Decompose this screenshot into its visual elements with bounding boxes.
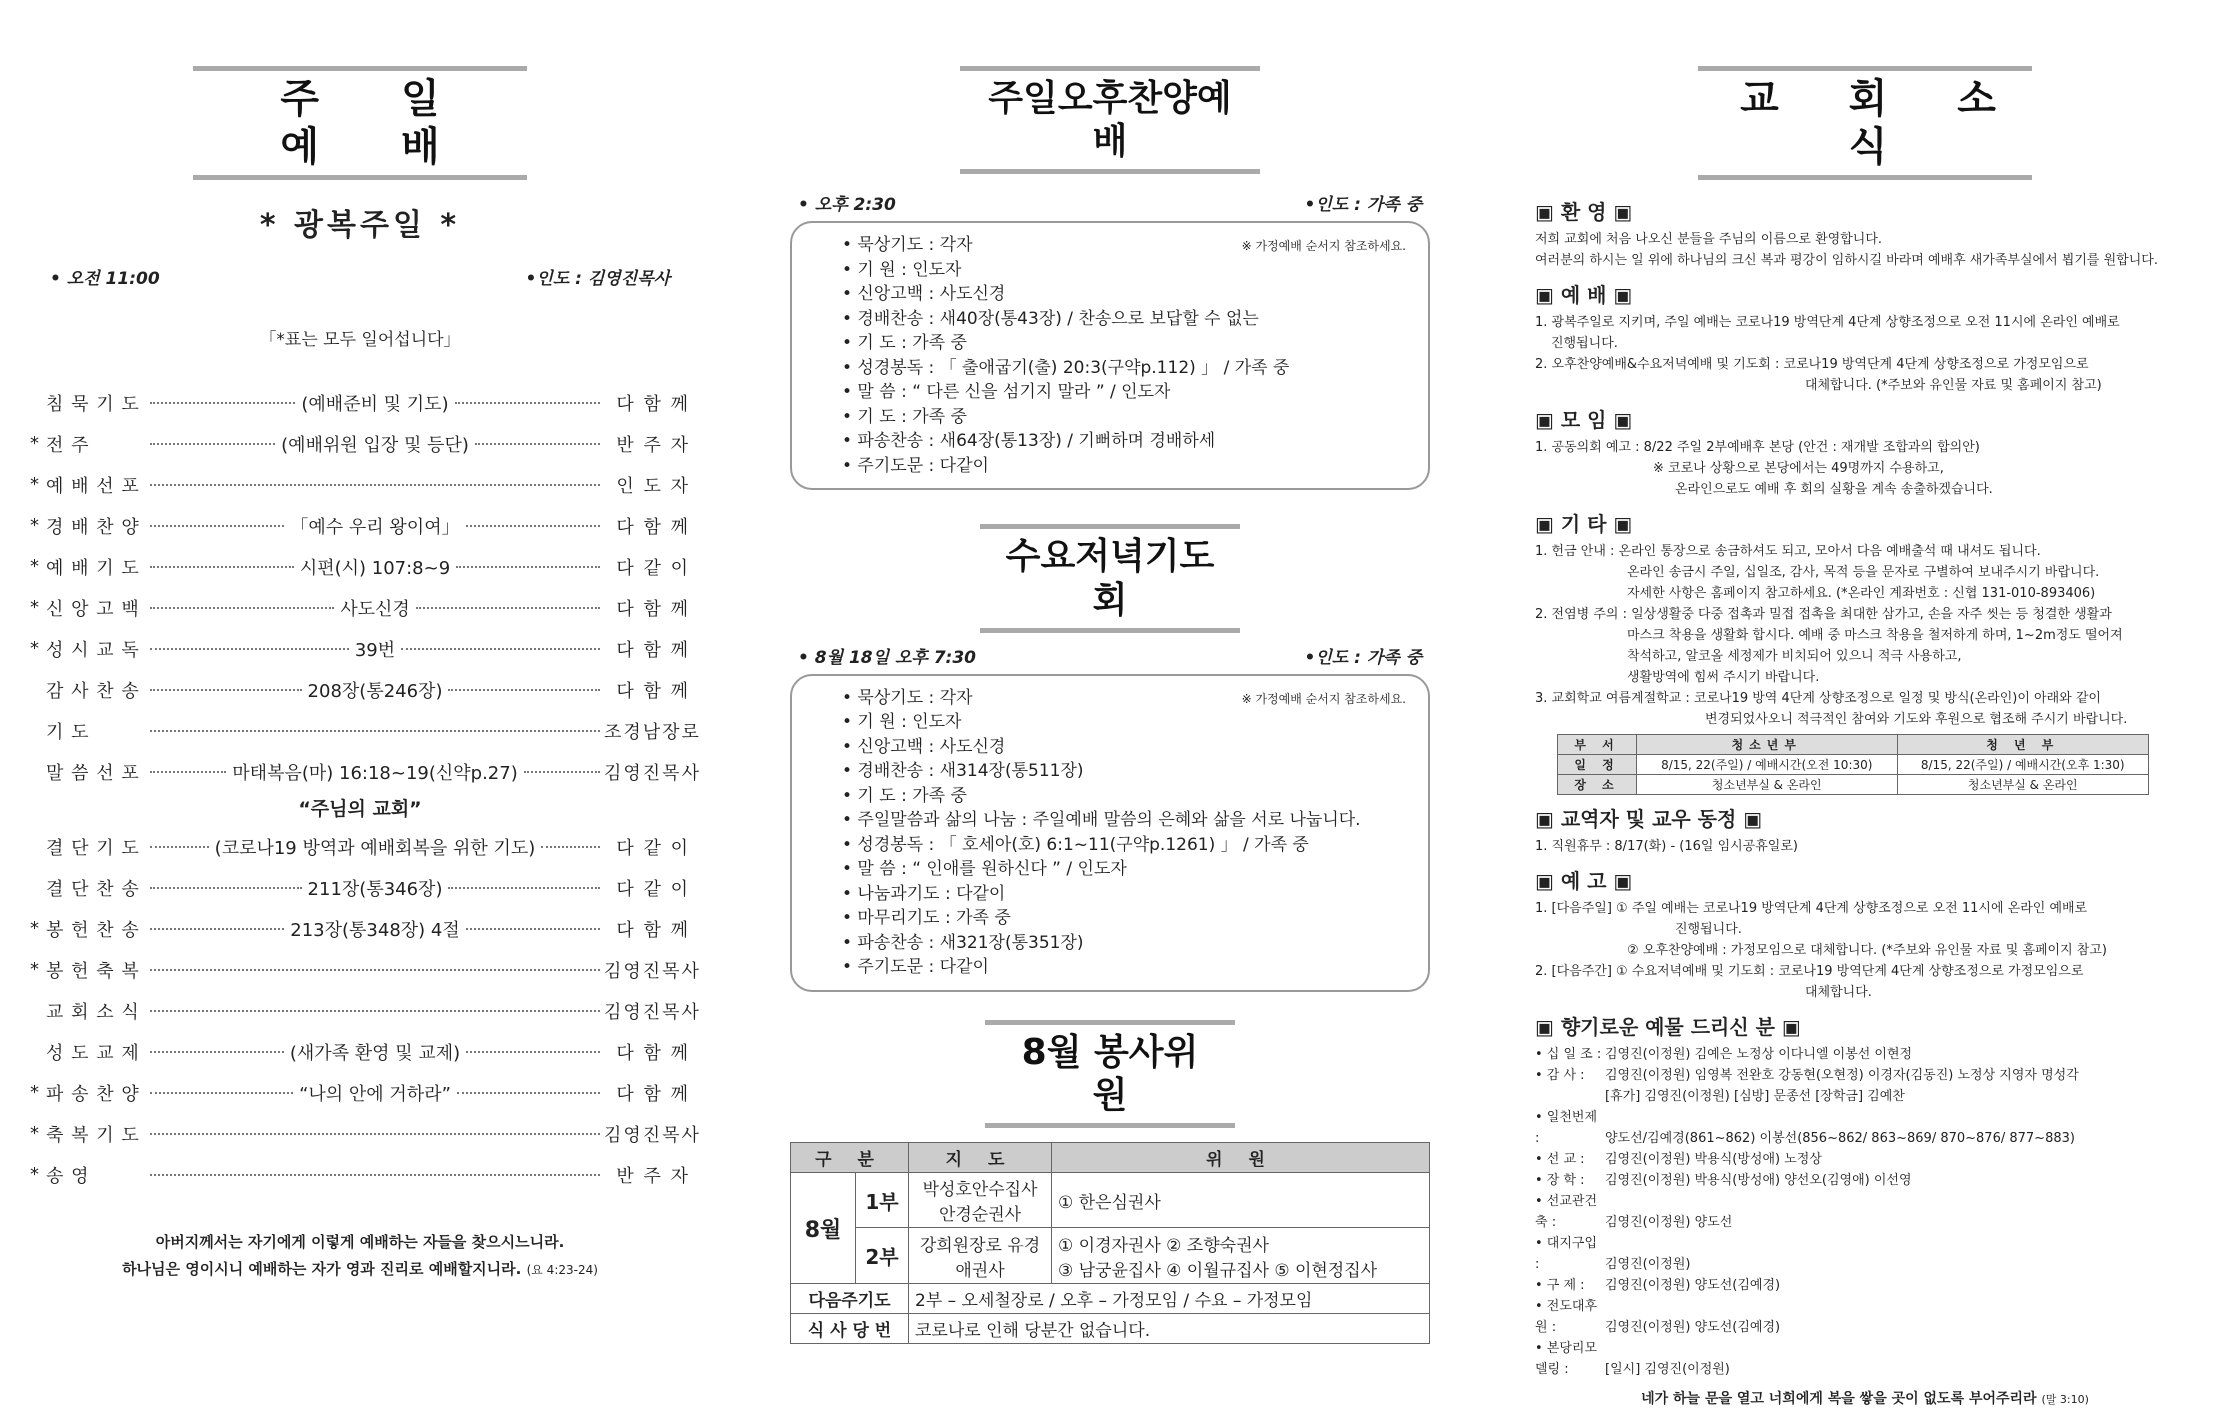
order-name: 기 도 [46,721,90,743]
leader-dots [401,648,600,650]
order-mark: * [30,638,39,659]
table-month: 8월 [791,1173,856,1284]
footer-verse-text: 네가 하늘 문을 열고 너희에게 복을 쌓을 곳이 없도록 부어주리라 [1641,1391,2037,1407]
offering-names: 김영진(이정원) 박용식(방성애) 양선오(김영애) 이선영 [1605,1173,1912,1188]
leader-dots [150,1092,293,1094]
offering-label: • 일천번제 : [1535,1110,1598,1146]
order-row: • 기 도 : 가족 중 [842,333,967,354]
leader-dots [150,928,284,930]
offering-names: 김영진(이정원) 임영복 전완호 강동현(오현정) 이경자(김동진) 노정상 지영자 명성각 [1605,1068,2079,1083]
offering-names: 김영진(이정원) 양도선(김예경) [1605,1320,1781,1335]
church-news-column [1535,0,2195,1407]
order-content: 「예수 우리 왕이여」 [290,516,460,538]
meal-duty-value: 코로나로 인해 당분간 없습니다. [909,1314,1430,1344]
offering-row [1535,1191,2195,1233]
leader-dots [448,689,600,691]
offering-row [1535,1296,2195,1338]
order-row: • 말 씀 : “ 인애를 원하신다 ” / 인도자 [842,859,1127,880]
section-welcome: ▣ 환 영 ▣ [1535,200,1633,224]
order-row: • 나눔과기도 : 다같이 [842,883,1006,904]
worship-meta [30,264,690,289]
order-row: • 성경봉독 : 「 출애굽기(출) 20:3(구약p.112) 」 / 가족 중 [842,357,1290,378]
offering-names: 김영진(이정원) 김예은 노정상 이다니엘 이봉선 이현정 [1605,1047,1913,1062]
sermon-title: “주님의 교회” [298,798,422,820]
afternoon-title: 주일오후찬양예배 [960,66,1260,174]
order-content: 시편(시) 107:8~9 [299,557,451,579]
order-who: 다 같 이 [616,878,691,900]
leader-dots [150,689,302,691]
worship-order-column [30,0,701,1278]
order-name: 신 앙 고 백 [46,598,140,620]
worship-news-1b: 진행됩니다. [1551,336,1618,351]
order-item [30,1154,690,1195]
etc-line-3b: 변경되었사오니 적극적인 참여와 기도와 후원으로 협조해 주시기 바랍니다. [1705,712,2128,727]
order-content: 사도신경 [340,598,410,620]
meeting-line-1b: ※ 코로나 상황으로 본당에서는 49명까지 수용하고, [1653,461,1944,476]
leader-dots [524,771,600,773]
order-list [30,382,701,792]
order-item [30,1072,690,1113]
order-row: • 신앙고백 : 사도신경 [842,736,1006,757]
offering-row [1535,1170,2195,1191]
offerings-list [1535,1044,2195,1380]
order-name: 성 시 교 독 [46,639,140,661]
order-row: • 경배찬송 : 새314장(통511장) [842,761,1084,782]
order-item [30,908,690,949]
order-mark: * [30,1164,39,1185]
order-name: 전 주 [46,434,90,456]
table-part-2: 2부 [856,1228,909,1284]
leader-dots [150,887,302,889]
leader-dots [150,1051,284,1053]
order-who: 다 함 께 [616,516,691,538]
order-mark: * [30,918,39,939]
order-name: 말 씀 선 포 [46,762,140,784]
order-item [30,826,690,867]
footer-verse [1535,1388,2195,1408]
leader-dots [150,607,334,609]
order-content: “나의 안에 거하라” [299,1083,451,1105]
offering-row [1535,1086,2195,1107]
etc-line-2d: 생활방역에 힘써 주시기 바랍니다. [1627,670,1820,685]
offering-label: • 전도대후원 : [1535,1299,1598,1335]
order-mark: * [30,1123,39,1144]
etc-line-1b: 온라인 송금시 주일, 십일조, 감사, 목적 등을 문자로 구별하여 보내주시기 바랍니다. [1627,565,2100,580]
order-who: 다 같 이 [616,837,690,859]
cs-schedule-youth: 8/15, 22(주일) / 예배시간(오전 10:30) [1637,755,1898,775]
leader-dots [150,484,600,486]
offering-names: [휴가] 김영진(이정원) [심방] 문종선 [장학금] 김예찬 [1605,1089,1905,1104]
offering-names: 김영진(이정원) [1605,1257,1691,1272]
order-name: 교 회 소 식 [46,1001,140,1023]
etc-line-2b: 마스크 착용을 생활화 합시다. 예배 중 마스크 착용을 철저하게 하며, 1~2m정도 떨어져 [1627,628,2123,643]
preview-line-2: 2. [다음주간] ① 수요저녁예배 및 기도회 : 코로나19 방역단계 4단계 상향조정으로 가정모임으로 [1535,964,2084,979]
table-part-2-members-2: ③ 남궁윤집사 ④ 이월규집사 ⑤ 이현정집사 [1058,1260,1378,1281]
order-who: 다 함 께 [616,680,691,702]
order-item [30,587,690,628]
worship-leader: •인도 : 김영진목사 [525,269,670,289]
leader-dots [457,1092,600,1094]
order-name: 감 사 찬 송 [46,680,140,702]
leader-dots [150,846,209,848]
offering-names: 김영진(이정원) 양도선 [1605,1215,1733,1230]
order-row: • 말 씀 : “ 다른 신을 섬기지 말라 ” / 인도자 [842,382,1171,403]
etc-line-1c: 자세한 사항은 홈페이지 참고하세요. (*온라인 계좌번호 : 신협 131-010-893406) [1627,586,2096,601]
order-name: 침 묵 기 도 [46,393,140,415]
table-header-lead: 지 도 [909,1143,1052,1173]
table-part-2-members-1: ① 이경자권사 ② 조향숙권사 [1058,1235,1269,1256]
cs-row-place: 장 소 [1558,775,1637,795]
offering-label: • 대지구입 : [1535,1236,1598,1272]
order-item [30,423,690,464]
leader-dots [150,1010,600,1012]
worship-time: • 오전 11:00 [50,269,160,289]
table-header-division: 구 분 [791,1143,909,1173]
order-who: 반 주 자 [616,1165,690,1187]
table-part-1: 1부 [856,1173,909,1228]
order-row: • 파송찬송 : 새64장(통13장) / 기뻐하며 경배하세 [842,431,1216,452]
order-who: 다 함 께 [616,1083,690,1105]
worship-news-1: 1. 광복주일로 지키며, 주일 예배는 코로나19 방역단계 4단계 상향조정으로 오전 11시에 온라인 예배로 [1535,315,2120,330]
order-item [30,382,690,423]
order-row: • 마무리기도 : 가족 중 [842,908,1011,929]
order-name: 경 배 찬 양 [46,516,140,538]
order-who: 인 도 자 [616,475,690,497]
order-row: • 파송찬송 : 새321장(통351장) [842,932,1084,953]
leader-dots [475,443,600,445]
leader-dots [456,566,600,568]
order-row: • 성경봉독 : 「 호세아(호) 6:1~11(구약p.1261) 」 / 가족 중 [842,834,1309,855]
order-who: 다 함 께 [616,598,690,620]
offering-label: • 구 제 : [1535,1278,1585,1293]
leader-dots [150,1174,600,1176]
section-meeting: ▣ 모 임 ▣ [1535,408,1633,432]
offering-label: • 십 일 조 : [1535,1047,1602,1062]
order-content: (예배위원 입장 및 등단) [281,434,469,456]
etc-line-1: 1. 헌금 안내 : 온라인 통장으로 송금하셔도 되고, 모아서 다음 예배출석 때 내셔도 됩니다. [1535,544,2041,559]
order-who: 김영진목사 [604,1124,701,1146]
family-worship-note-2: ※ 가정예배 순서지 참조하세요. [1241,691,1406,706]
order-who: 김영진목사 [604,1001,701,1023]
cs-schedule-young-adult: 8/15, 22(주일) / 예배시간(오후 1:30) [1897,755,2148,775]
cs-place-young-adult: 청소년부실 & 온라인 [1897,775,2148,795]
order-item [30,628,690,669]
afternoon-meta [790,190,1430,215]
section-offerings: ▣ 향기로운 예물 드리신 분 ▣ [1535,1015,1801,1039]
order-mark: * [30,959,39,980]
wednesday-time: • 8월 18일 오후 7:30 [798,647,976,668]
order-mark: * [30,515,39,536]
order-name: 결 단 찬 송 [46,878,140,900]
order-content: 211장(통346장) [307,878,443,900]
order-content: 213장(통348장) 4절 [290,919,460,941]
order-who: 다 함 께 [616,393,690,415]
table-part-2-members [1052,1228,1430,1284]
order-row: • 기 원 : 인도자 [842,712,962,733]
leader-dots [541,846,600,848]
staff-line-1: 1. 직원휴무 : 8/17(화) - (16일 임시공휴일로) [1535,839,1798,854]
order-row: • 묵상기도 : 각자 [842,687,973,708]
order-item [30,990,701,1031]
table-part-1-lead: 박성호안수집사 안경순권사 [909,1173,1052,1228]
order-name: 예 배 선 포 [46,475,140,497]
order-content: 마태복음(마) 16:18~19(신약p.27) [232,762,518,784]
offering-row [1535,1233,2195,1275]
order-name: 파 송 찬 양 [46,1083,140,1105]
order-item [30,1031,690,1072]
leader-dots [150,648,349,650]
etc-line-2: 2. 전염병 주의 : 일상생활중 다중 접촉과 밀접 접촉을 최대한 삼가고, 손을 자주 씻는 등 청결한 생활과 [1535,607,2112,622]
offering-row [1535,1065,2195,1086]
wednesday-order-box [790,674,1430,992]
preview-line-1: 1. [다음주일] ① 주일 예배는 코로나19 방역단계 4단계 상향조정으로 오전 11시에 온라인 예배로 [1535,901,2088,916]
order-row: • 기 도 : 가족 중 [842,406,967,427]
order-content: 208장(통246장) [307,680,443,702]
order-mark: * [30,556,39,577]
section-etc: ▣ 기 타 ▣ [1535,512,1633,536]
order-row: • 기 원 : 인도자 [842,259,962,280]
afternoon-time: • 오후 2:30 [798,195,896,216]
order-row: • 주기도문 : 다같이 [842,455,989,476]
order-name: 결 단 기 도 [46,837,140,859]
leader-dots [466,928,600,930]
offering-names: 김영진(이정원) 양도선(김예경) [1605,1278,1781,1293]
order-item [30,1113,701,1154]
order-who: 조경남장로 [604,721,701,743]
order-name: 축 복 기 도 [46,1124,140,1146]
order-who: 다 같 이 [616,557,690,579]
verse-ref: (요 4:23-24) [526,1263,598,1277]
leader-dots [150,969,600,971]
volunteers-table [790,1142,1430,1344]
order-who: 다 함 께 [616,1042,691,1064]
order-mark: * [30,474,39,495]
order-mark: * [30,1082,39,1103]
offering-names: 김영진(이정원) 박용식(방성애) 노정상 [1605,1152,1822,1167]
cs-header-youth: 청소년부 [1637,735,1898,755]
leader-dots [150,443,275,445]
leader-dots [466,1051,600,1053]
offering-label: • 본당리모델링 : [1535,1341,1598,1377]
leader-dots [150,566,294,568]
offering-row [1535,1338,2195,1380]
summer-school-table [1557,734,2149,795]
offering-row [1535,1044,2195,1065]
order-name: 송 영 [46,1165,90,1187]
etc-line-2c: 착석하고, 알코올 세정제가 비치되어 있으니 적극 사용하고, [1627,649,1962,664]
next-prayer-value: 2부 – 오세철장로 / 오후 – 가정모임 / 수요 – 가정모임 [909,1284,1430,1314]
offering-label: • 선 교 : [1535,1152,1585,1167]
order-row: • 경배찬송 : 새40장(통43장) / 찬송으로 보답할 수 없는 [842,308,1259,329]
table-header-members: 위 원 [1052,1143,1430,1173]
order-row: • 신앙고백 : 사도신경 [842,284,1006,305]
offering-row [1535,1107,2195,1149]
meeting-line-1c: 온라인으로도 예배 후 회의 실황을 계속 송출하겠습니다. [1675,482,1993,497]
leader-dots [455,402,600,404]
cs-header-dept: 부 서 [1558,735,1637,755]
order-who: 반 주 자 [616,434,691,456]
offering-names: [일시] 김영진(이정원) [1605,1362,1730,1377]
family-worship-note: ※ 가정예배 순서지 참조하세요. [1241,239,1406,254]
offering-names: 양도선/김예경(861~862) 이봉선(856~862/ 863~869/ 870~876/ 877~883) [1605,1131,2075,1146]
offering-row [1535,1149,2195,1170]
order-mark: * [30,433,39,454]
worship-subtitle: * 광복주일 * [259,208,461,243]
etc-line-3: 3. 교회학교 여름계절학교 : 코로나19 방역 4단계 상향조정으로 일정 및 방식(온라인)이 아래와 같이 [1535,691,2101,706]
welcome-line-1: 저희 교회에 처음 나오신 분들을 주님의 이름으로 환영합니다. [1535,232,1883,247]
worship-title: 주 일 예 배 [193,66,527,180]
order-content: (코로나19 방역과 예배회복을 위한 기도) [214,837,536,859]
closing-verse [30,1229,690,1284]
cs-row-schedule: 일 정 [1558,755,1637,775]
order-list-2 [30,826,701,1195]
order-item [30,505,690,546]
order-row: • 묵상기도 : 각자 [842,235,973,256]
wednesday-title: 수요저녁기도회 [980,524,1240,632]
worship-news-2b: 대체합니다. (*주보와 유인물 자료 및 홈페이지 참고) [1805,378,2102,393]
order-content: (새가족 환영 및 교제) [289,1042,461,1064]
wednesday-meta [790,643,1430,668]
preview-line-1c: ② 오후찬양예배 : 가정모임으로 대체합니다. (*주보와 유인물 자료 및 홈페이지 참고) [1627,943,2107,958]
cs-header-young-adult: 청 년 부 [1897,735,2148,755]
volunteers-title: 8월 봉사위원 [985,1020,1235,1128]
order-item [30,751,701,792]
preview-line-2b: 대체합니다. [1805,985,1872,1000]
order-name: 봉 헌 축 복 [46,960,140,982]
order-name: 봉 헌 찬 송 [46,919,140,941]
leader-dots [466,525,600,527]
leader-dots [150,525,284,527]
offering-label: • 장 학 : [1535,1173,1585,1188]
wednesday-leader: •인도 : 가족 중 [1304,647,1422,668]
order-item [30,867,690,908]
afternoon-order-box [790,221,1430,490]
news-title: 교 회 소 식 [1698,66,2032,180]
section-staff: ▣ 교역자 및 교우 동정 ▣ [1535,807,1763,831]
cs-place-youth: 청소년부실 & 온라인 [1637,775,1898,795]
order-who: 다 함 께 [616,639,691,661]
order-name: 성 도 교 제 [46,1042,140,1064]
section-worship: ▣ 예 배 ▣ [1535,283,1633,307]
leader-dots [150,402,295,404]
leader-dots [448,887,600,889]
table-part-2-lead: 강희원장로 유경애권사 [909,1228,1052,1284]
afternoon-leader: •인도 : 가족 중 [1304,195,1422,216]
order-who: 김영진목사 [604,960,701,982]
order-who: 다 함 께 [616,919,691,941]
verse-line-2: 하나님은 영이시니 예배하는 자가 영과 진리로 예배할지니라. [122,1260,522,1278]
meeting-line-1: 1. 공동의회 예고 : 8/22 주일 2부예배후 본당 (안건 : 재개발 조합과의 합의안) [1535,440,1980,455]
order-item [30,710,701,751]
order-item [30,949,701,990]
order-item [30,546,690,587]
order-content: 39번 [354,639,396,661]
leader-dots [150,771,226,773]
offering-row [1535,1275,2195,1296]
table-part-1-members: ① 한은심권사 [1052,1173,1430,1228]
leader-dots [150,1133,600,1135]
verse-line-1: 아버지께서는 자기에게 이렇게 예배하는 자들을 찾으시느니라. [155,1233,565,1251]
leader-dots [416,607,600,609]
order-mark: * [30,597,39,618]
section-preview: ▣ 예 고 ▣ [1535,869,1633,893]
offering-label: • 선교관건축 : [1535,1194,1598,1230]
offering-label: • 감 사 : [1535,1068,1585,1083]
meal-duty-label: 식 사 당 번 [791,1314,909,1344]
next-prayer-label: 다음주기도 [791,1284,909,1314]
order-item [30,464,690,505]
order-name: 예 배 기 도 [46,557,140,579]
footer-verse-ref: (말 3:10) [2041,1393,2089,1406]
afternoon-service-column [790,0,1430,1342]
preview-line-1b: 진행됩니다. [1675,922,1742,937]
order-who: 김영진목사 [604,762,701,784]
order-item [30,669,690,710]
order-row: • 주기도문 : 다같이 [842,957,989,978]
worship-news-2: 2. 오후찬양예배&수요저녁예배 및 기도회 : 코로나19 방역단계 4단계 상향조정으로 가정모임으로 [1535,357,2089,372]
order-content: (예배준비 및 기도) [301,393,449,415]
standing-notice: 「*표는 모두 일어섭니다」 [259,330,461,350]
leader-dots [150,730,600,732]
welcome-line-2: 여러분의 하시는 일 위에 하나님의 크신 복과 평강이 임하시길 바라며 예배후 새가족부실에서 뵙기를 원합니다. [1535,253,2158,268]
order-row: • 기 도 : 가족 중 [842,785,967,806]
order-row: • 주일말씀과 삶의 나눔 : 주일예배 말씀의 은혜와 삶을 서로 나눕니다. [842,810,1361,831]
